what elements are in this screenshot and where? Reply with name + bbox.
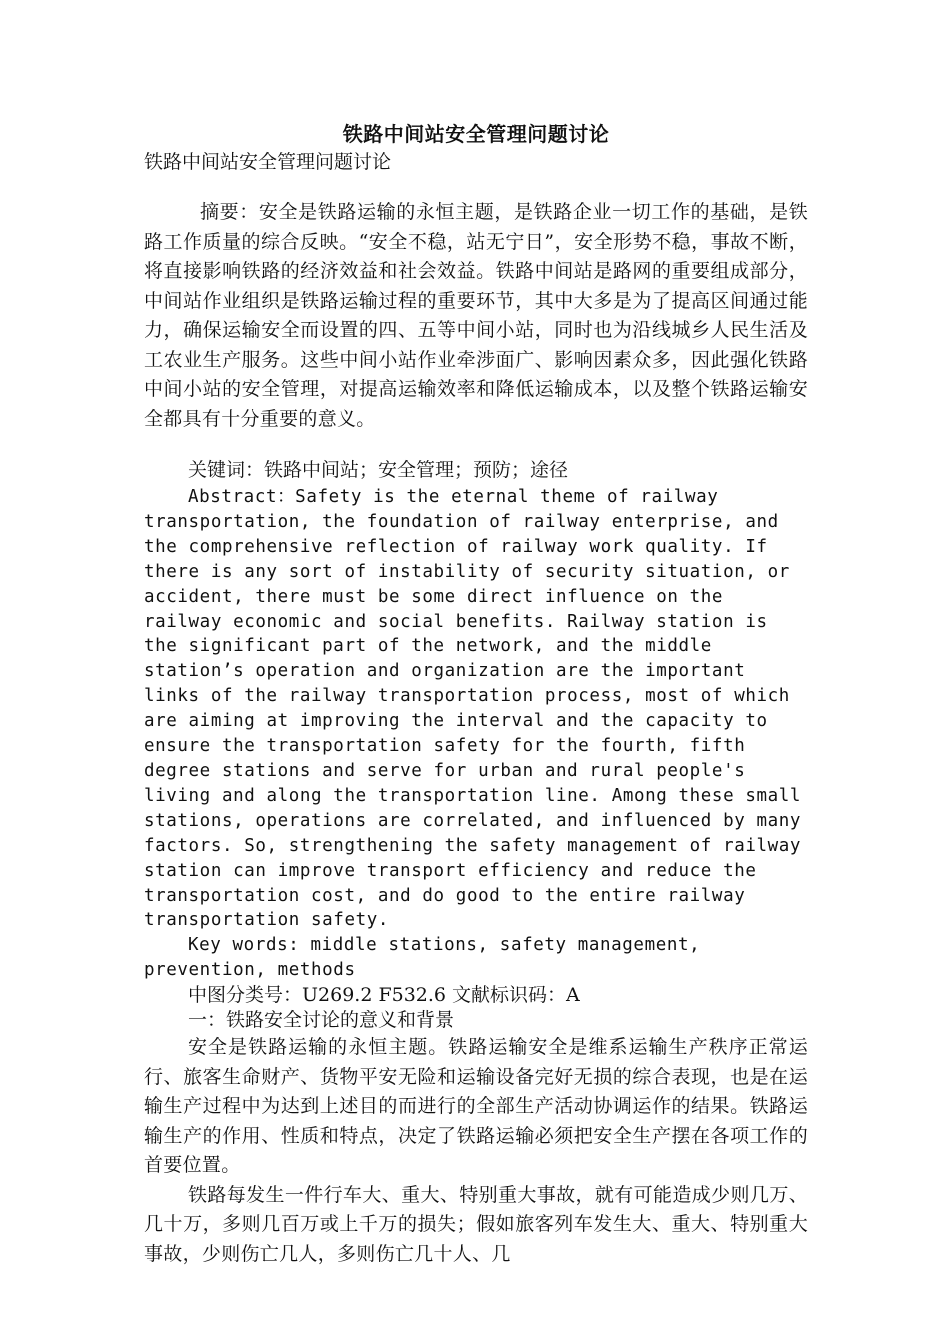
document-subtitle: 铁路中间站安全管理问题讨论 bbox=[144, 151, 392, 173]
abstract-english: Abstract：Safety is the eternal theme of railway transportation, the foundation of railway enterprise, and the comprehensive reflection of railway work quality. If there is any sort of instability of security situation, or accident, there must be some direct influence on the railway economic and social benefits. Railway station is the significant part of the network, and the middle station’s operation and organization are the important links of the railway transportation process, most of which are aiming at improving the interval and the capacity to ensure the transportation safety for the fourth, fifth degree stations and serve for urban and rural people's living and along the transportation line. Among these small stations, operations are correlated, and influenced by many factors. So, strengthening the safety management of railway station can improve transport efficiency and reduce the transportation cost, and do good to the entire railway transportation safety. bbox=[144, 487, 802, 931]
section-heading: 一：铁路安全讨论的意义和背景 bbox=[188, 1009, 455, 1032]
keywords-english: Key words: middle stations, safety management, prevention, methods bbox=[144, 935, 701, 981]
body-paragraph: 铁路每发生一件行车大、重大、特别重大事故，就有可能造成少则几万、几十万，多则几百万或上千万的损失；假如旅客列车发生大、重大、特别重大事故，少则伤亡几人，多则伤亡几十人、几 bbox=[144, 1183, 808, 1265]
body-paragraph: 安全是铁路运输的永恒主题。铁路运输安全是维系运输生产秩序正常运行、旅客生命财产、货物平安无险和运输设备完好无损的综合表现，也是在运输生产过程中为达到上述目的而进行的全部生产活动协调运作的结果。铁路运输生产的作用、性质和特点，决定了铁路运输必须把安全生产摆在各项工作的首要位置。 bbox=[144, 1036, 808, 1177]
document-title: 铁路中间站安全管理问题讨论 bbox=[342, 122, 610, 146]
document-page bbox=[144, 120, 808, 1269]
spacer bbox=[144, 176, 808, 198]
spacer bbox=[144, 434, 808, 456]
abstract-chinese: 摘要：安全是铁路运输的永恒主题，是铁路企业一切工作的基础，是铁路工作质量的综合反映。“安全不稳，站无宁日”，安全形势不稳，事故不断，将直接影响铁路的经济效益和社会效益。铁路中间站是路网的重要组成部分，中间站作业组织是铁路运输过程的重要环节，其中大多是为了提高区间通过能力，确保运输安全而设置的四、五等中间小站，同时也为沿线城乡人民生活及工农业生产服务。这些中间小站作业牵涉面广、影响因素众多，因此强化铁路中间小站的安全管理，对提高运输效率和降低运输成本，以及整个铁路运输安全都具有十分重要的意义。 bbox=[144, 201, 808, 430]
keywords-chinese: 关键词：铁路中间站；安全管理；预防；途径 bbox=[188, 459, 569, 481]
classification-line: 中图分类号：U269.2 F532.6 文献标识码：A bbox=[188, 984, 580, 1007]
